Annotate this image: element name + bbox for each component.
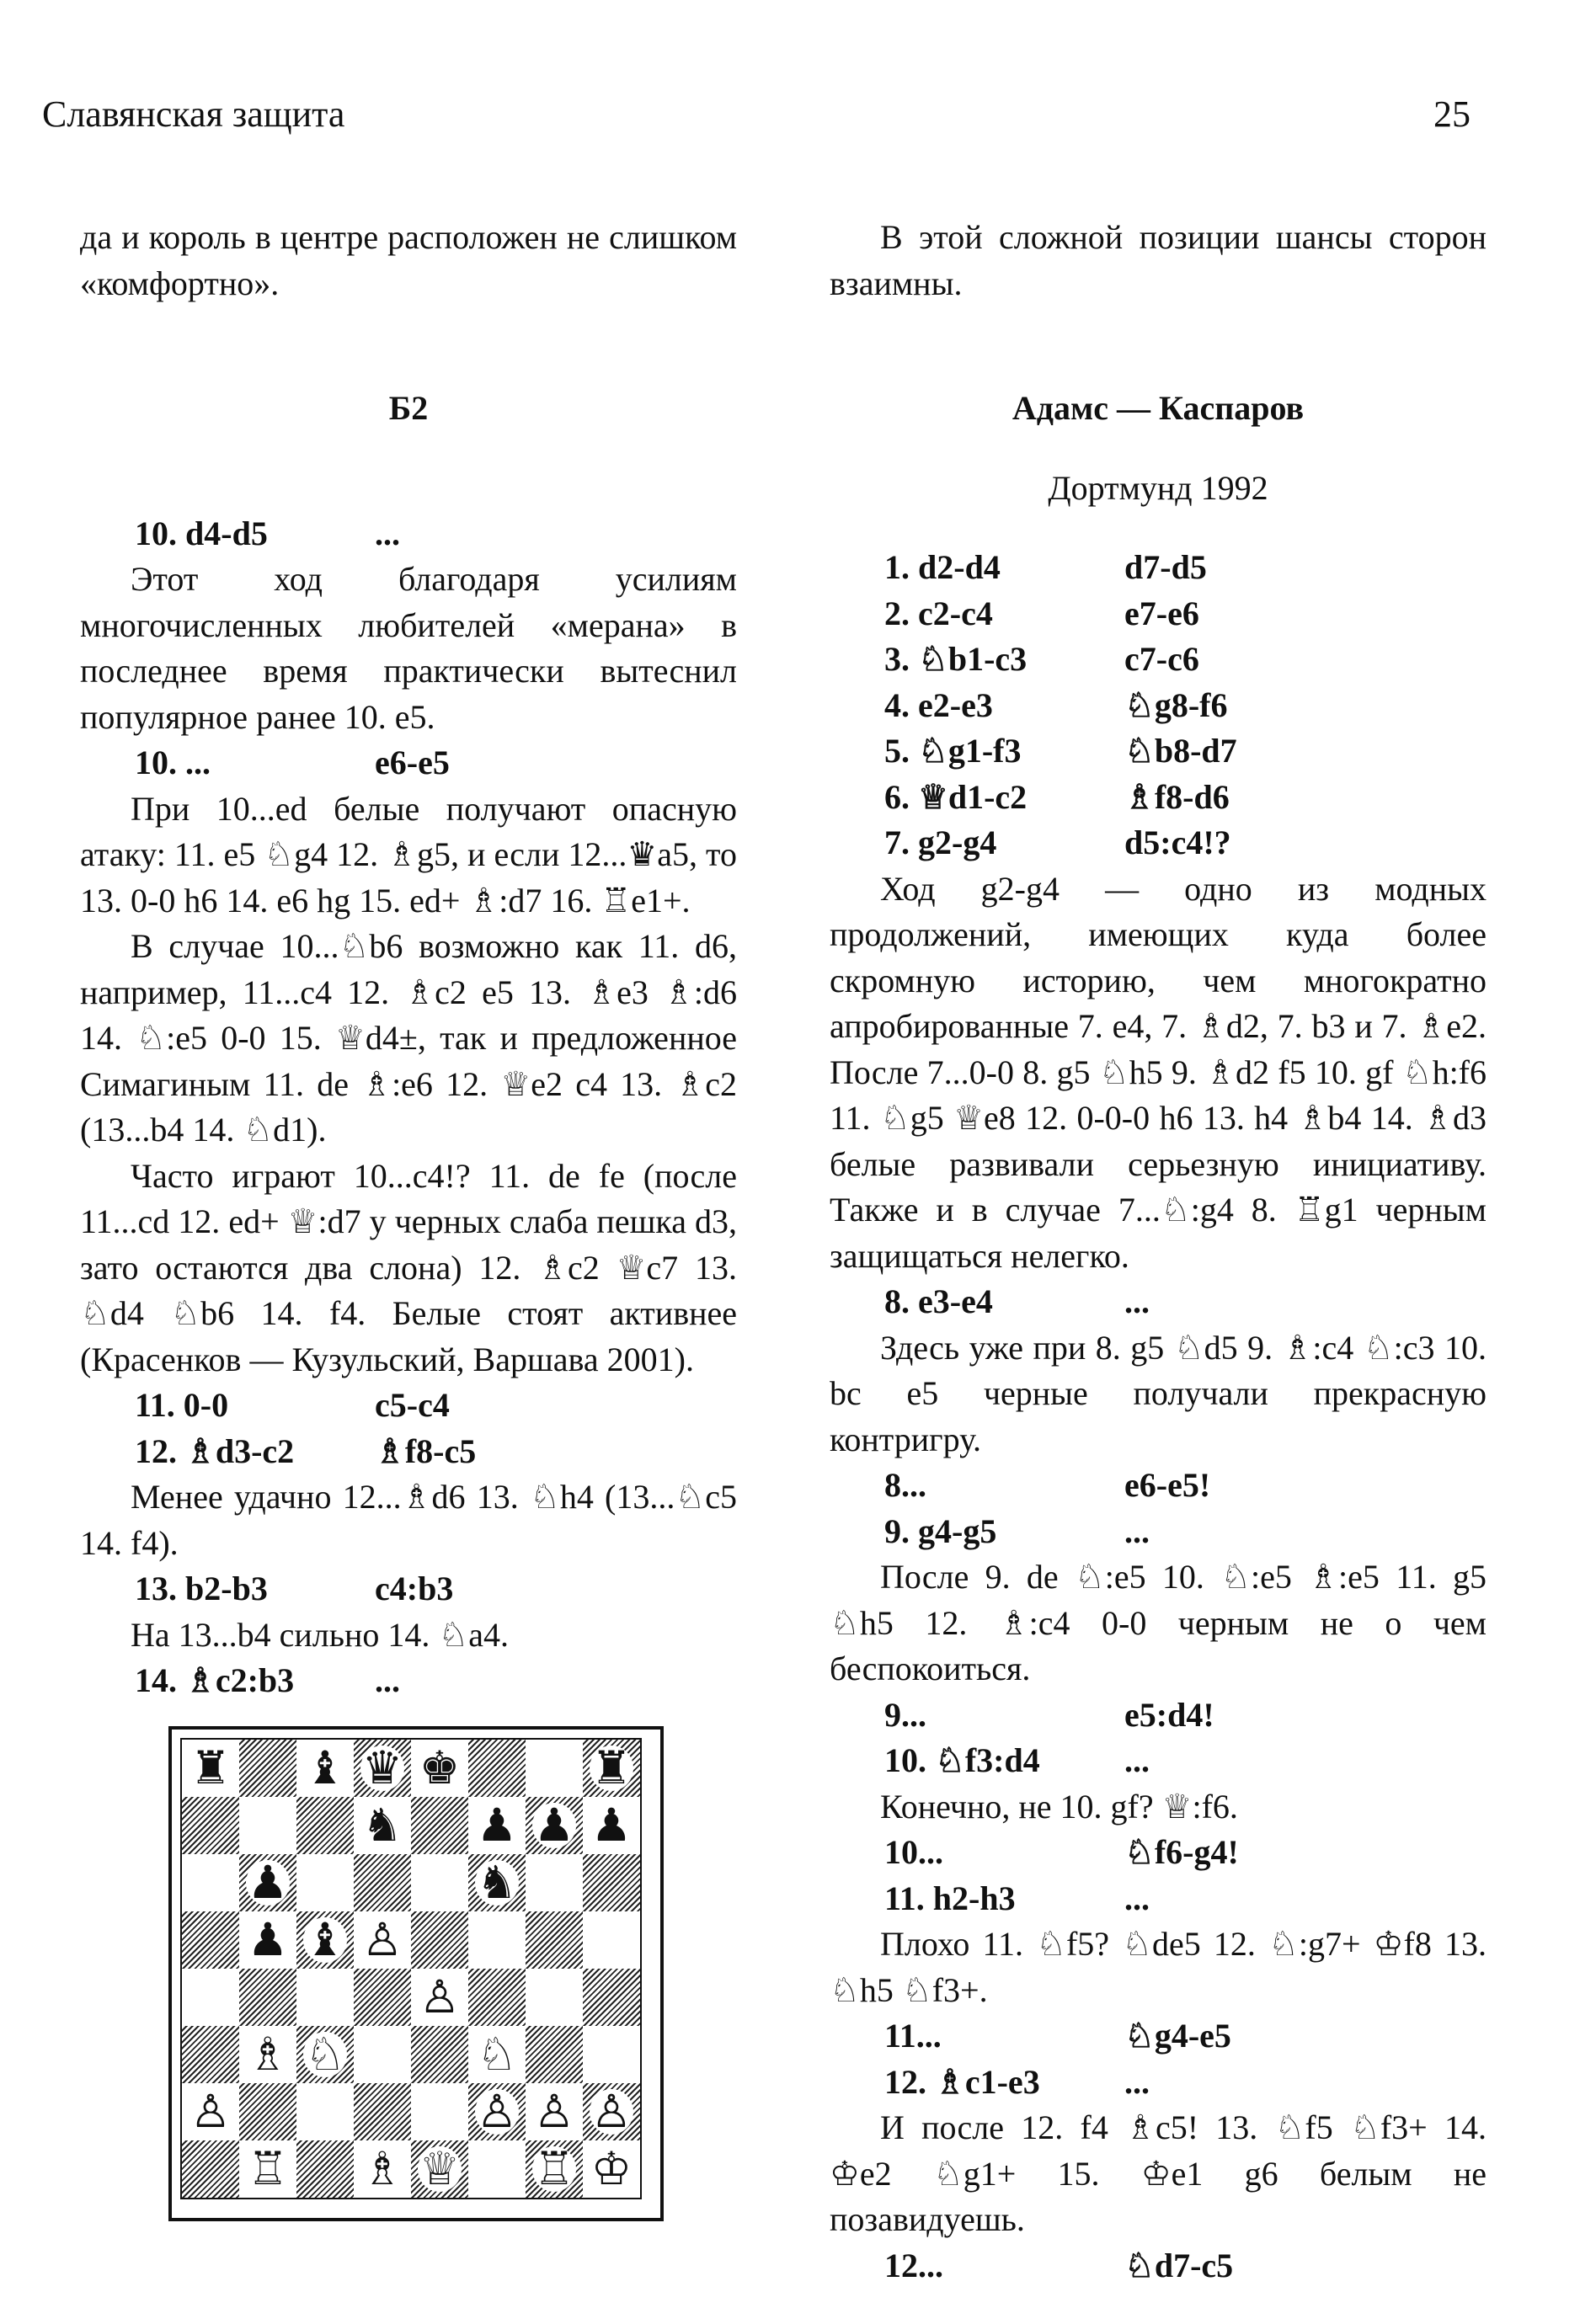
commentary: Этот ход благодаря усилиям многочисленных любителей «мерана» в последнее время практически вытеснил популярное ранее 10. е5.: [80, 560, 737, 736]
board-square: [583, 2140, 640, 2198]
chess-piece-icon: ♖: [533, 2142, 575, 2195]
chess-piece-icon: ♚: [419, 1741, 461, 1794]
move-line: 12... ♘d7-c5: [884, 2246, 1234, 2284]
board-square: [411, 1740, 468, 1797]
move-line: 6. ♕d1-c2 ♗f8-d6: [884, 777, 1230, 816]
move-line: 12. ♗d3-c2 ♗f8-c5: [135, 1431, 477, 1470]
move-line: 8. e3-e4 ...: [884, 1282, 1150, 1320]
board-square: [296, 2140, 354, 2198]
board-square: [182, 2140, 239, 2198]
chess-piece-icon: ♛: [361, 1741, 403, 1794]
chess-piece-icon: ♗: [361, 2142, 403, 2195]
chess-piece-icon: ♝: [304, 1913, 346, 1966]
move-line: 14. ♗c2:b3 ...: [135, 1661, 400, 1699]
board-square: [468, 2140, 526, 2198]
board-square: [354, 2083, 411, 2140]
board-square: [239, 1854, 296, 1911]
board-square: [583, 1969, 640, 2026]
board-square: [468, 2083, 526, 2140]
board-square: [182, 1797, 239, 1854]
board-square: [239, 2083, 296, 2140]
commentary: Менее удачно 12...♗d6 13. ♘h4 (13...♘c5 14. f4).: [80, 1478, 737, 1562]
commentary: После 9. de ♘:e5 10. ♘:e5 ♗:e5 11. g5 ♘h5 12. ♗:c4 0-0 черным не о чем беспокоиться.: [830, 1558, 1487, 1687]
commentary: Плохо 11. ♘f5? ♘de5 12. ♘:g7+ ♔f8 13. ♘h5 ♘f3+.: [830, 1925, 1487, 2009]
board-square: [354, 1911, 411, 1969]
board-square: [354, 1797, 411, 1854]
move-line: 9... e5:d4!: [884, 1695, 1214, 1734]
move-line: 13. b2-b3 c4:b3: [135, 1570, 454, 1607]
chess-piece-icon: ♘: [304, 2028, 346, 2081]
board-square: [526, 2083, 583, 2140]
commentary: В случае 10...♘b6 возможно как 11. d6, например, 11...c4 12. ♗c2 e5 13. ♗e3 ♗:d6 14. ♘:e5 0-0 15. ♕d4±, так и предложенное Симагиным 11. de ♗:e6 12. ♕e2 c4 13. ♗c2 (13...b4 14. ♘d1).: [80, 927, 737, 1149]
chess-piece-icon: ♗: [247, 2028, 289, 2081]
commentary: На 13...b4 сильно 14. ♘a4.: [131, 1615, 510, 1654]
board-square: [182, 1911, 239, 1969]
board-square: [468, 1911, 526, 1969]
chess-piece-icon: ♙: [189, 2085, 232, 2138]
board-square: [182, 2026, 239, 2083]
board-square: [296, 1969, 354, 2026]
commentary: Ход g2-g4 — одно из модных продолжений, имеющих куда более скромную историю, чем многократно апробированные 7. е4, 7. ♗d2, 7. b3 и 7. ♗e2. После 7...0-0 8. g5 ♘h5 9. ♗d2 f5 10. gf ♘h:f6 11. ♘g5 ♕e8 12. 0-0-0 h6 13. h4 ♗b4 14. ♗d3 белые развивали серьезную инициативу. Также и в случае 7...♘:g4 8. ♖g1 черным защищаться нелегко.: [830, 869, 1487, 1275]
chess-piece-icon: ♙: [533, 2085, 575, 2138]
board-square: [296, 1797, 354, 1854]
board-square: [411, 1911, 468, 1969]
board-square: [583, 2026, 640, 2083]
board-square: [468, 1969, 526, 2026]
move-line: 1. d2-d4 d7-d5: [884, 548, 1207, 586]
move-line: 12. ♗c1-e3 ...: [884, 2062, 1150, 2101]
commentary: При 10...ed белые получают опасную атаку: 11. е5 ♘g4 12. ♗g5, и если 12...♛a5, то 13. 0-0 h6 14. e6 hg 15. ed+ ♗:d7 16. ♖e1+.: [80, 789, 737, 919]
intro-text: да и король в центре расположен не слишком «комфортно».: [80, 218, 737, 302]
board-square: [411, 2083, 468, 2140]
move-line: 7. g2-g4 d5:c4!?: [884, 824, 1231, 861]
board-square: [296, 2026, 354, 2083]
board-square: [468, 1854, 526, 1911]
board-square: [526, 1797, 583, 1854]
move-line: 11... ♘g4-e5: [884, 2017, 1231, 2055]
chess-piece-icon: ♟: [533, 1799, 575, 1852]
board-square: [354, 2026, 411, 2083]
chess-piece-icon: ♟: [247, 1913, 289, 1966]
chess-piece-icon: ♔: [590, 2142, 633, 2195]
move-line: 10. ... e6-e5: [135, 744, 450, 781]
board-square: [526, 1854, 583, 1911]
chess-piece-icon: ♘: [476, 2028, 518, 2081]
game-place: Дортмунд 1992: [1048, 468, 1268, 507]
board-square: [296, 1854, 354, 1911]
board-square: [411, 2026, 468, 2083]
chess-piece-icon: ♝: [304, 1741, 346, 1794]
chess-piece-icon: ♜: [189, 1741, 232, 1794]
board-square: [239, 2140, 296, 2198]
commentary: И после 12. f4 ♗c5! 13. ♘f5 ♘f3+ 14. ♔e2 ♘g1+ 15. ♔e1 g6 белым не позавидуешь.: [830, 2108, 1487, 2238]
board-square: [583, 1911, 640, 1969]
board-square: [239, 1740, 296, 1797]
board-square: [182, 1740, 239, 1797]
page-number: 25: [1433, 93, 1471, 135]
commentary: В этой сложной позиции шансы сторон взаимны.: [830, 218, 1487, 302]
board-square: [468, 1740, 526, 1797]
move-line: 3. ♘b1-c3 c7-c6: [884, 640, 1199, 678]
chess-piece-icon: ♞: [361, 1799, 403, 1852]
chess-diagram: [168, 1726, 664, 2221]
game-title: Адамс — Каспаров: [1012, 389, 1305, 427]
chess-piece-icon: ♖: [247, 2142, 289, 2195]
board-square: [354, 2140, 411, 2198]
board-square: [526, 2026, 583, 2083]
left-column: [80, 215, 737, 1704]
board-square: [411, 1969, 468, 2026]
board-square: [583, 1854, 640, 1911]
commentary: Часто играют 10...c4!? 11. de fe (после 11...cd 12. ed+ ♕:d7 у черных слаба пешка d3, зато остаются два слона) 12. ♗c2 ♕c7 13. ♘d4 ♘b6 14. f4. Белые стоят активнее (Красенков — Кузульский, Варшава 2001).: [80, 1156, 737, 1378]
move-line: 11. 0-0 c5-c4: [135, 1386, 450, 1424]
chess-piece-icon: ♟: [476, 1799, 518, 1852]
board-square: [239, 1911, 296, 1969]
move-line: 11. h2-h3 ...: [884, 1879, 1150, 1917]
board-square: [468, 2026, 526, 2083]
chess-piece-icon: ♙: [590, 2085, 633, 2138]
commentary: Здесь уже при 8. g5 ♘d5 9. ♗:c4 ♘:c3 10. bc e5 черные получали прекрасную контригру.: [830, 1328, 1487, 1458]
board-square: [182, 1969, 239, 2026]
board-square: [583, 1740, 640, 1797]
board-square: [583, 1797, 640, 1854]
chess-piece-icon: ♙: [419, 1970, 461, 2023]
board-square: [526, 2140, 583, 2198]
board-square: [411, 1797, 468, 1854]
move-line: 10... ♘f6-g4!: [884, 1833, 1239, 1871]
board-square: [182, 2083, 239, 2140]
chess-piece-icon: ♕: [419, 2142, 461, 2195]
board-square: [239, 2026, 296, 2083]
board-square: [354, 1740, 411, 1797]
board-square: [296, 2083, 354, 2140]
board-square: [468, 1797, 526, 1854]
move-line: 8... e6-e5!: [884, 1466, 1211, 1504]
move-line: 10. d4-d5 ...: [135, 514, 400, 552]
commentary: Конечно, не 10. gf? ♕:f6.: [880, 1787, 1238, 1826]
board-square: [526, 1740, 583, 1797]
move-line: 10. ♘f3:d4 ...: [884, 1741, 1150, 1779]
chess-piece-icon: ♟: [247, 1856, 289, 1909]
board-square: [411, 2140, 468, 2198]
chess-piece-icon: ♞: [476, 1856, 518, 1909]
board-square: [239, 1797, 296, 1854]
chess-board-grid: [180, 1738, 642, 2199]
section-heading: Б2: [388, 389, 429, 427]
chess-piece-icon: ♙: [476, 2085, 518, 2138]
board-square: [296, 1911, 354, 1969]
board-square: [239, 1969, 296, 2026]
opening-moves: [830, 545, 1487, 866]
move-line: 2. c2-c4 e7-e6: [884, 594, 1199, 632]
board-square: [583, 2083, 640, 2140]
running-head: Славянская защита: [42, 93, 345, 135]
move-line: 5. ♘g1-f3 ♘b8-d7: [884, 732, 1237, 770]
chess-piece-icon: ♜: [590, 1741, 633, 1794]
board-square: [526, 1911, 583, 1969]
board-square: [354, 1854, 411, 1911]
board-square: [411, 1854, 468, 1911]
board-square: [526, 1969, 583, 2026]
board-square: [354, 1969, 411, 2026]
board-square: [182, 1854, 239, 1911]
move-line: 9. g4-g5 ...: [884, 1511, 1150, 1550]
chess-piece-icon: ♙: [361, 1913, 403, 1966]
right-column: [830, 215, 1487, 2289]
chess-piece-icon: ♟: [590, 1799, 633, 1852]
move-line: 4. e2-e3 ♘g8-f6: [884, 685, 1228, 724]
board-square: [296, 1740, 354, 1797]
